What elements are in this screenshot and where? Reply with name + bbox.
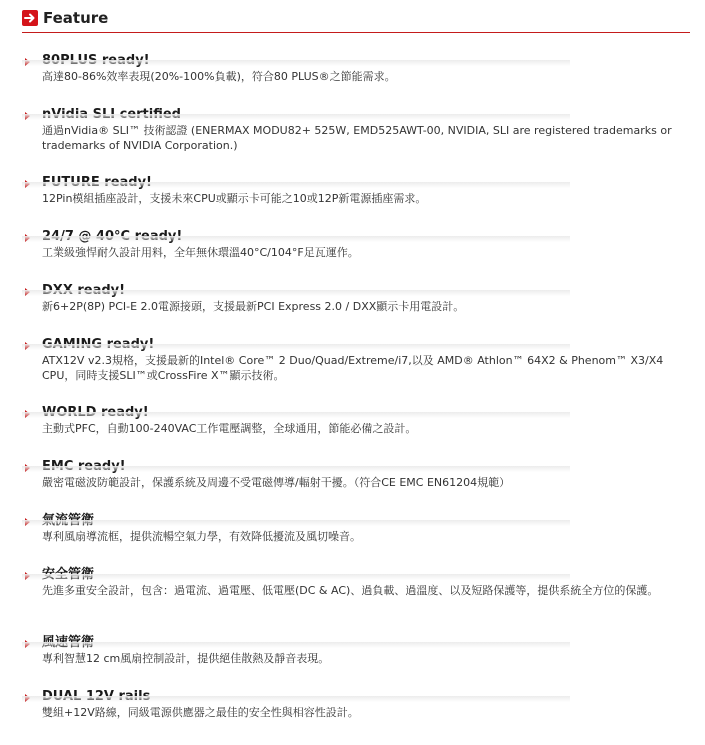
feature-description: 通過nVidia® SLI™ 技術認證 (ENERMAX MODU82+ 525W, EMD525AWT-00, NVIDIA, SLI are registered trademarks or trademarks of NVIDIA Corporation.)	[42, 124, 672, 152]
bullet-arrow-icon	[25, 58, 30, 66]
feature-title: EMC ready!	[42, 459, 126, 474]
bullet-arrow-icon	[25, 234, 30, 242]
feature-description: 先進多重安全設計，包含：過電流、過電壓、低電壓(DC & AC)、過負載、過溫度、以及短路保護等，提供系統全方位的保護。	[42, 584, 659, 597]
bullet-arrow-icon	[25, 410, 30, 418]
bullet-arrow-icon	[25, 694, 30, 702]
feature-description: 雙組+12V路線，同級電源供應器之最佳的安全性與相容性設計。	[42, 706, 359, 719]
feature-description: 12Pin模組插座設計，支援未來CPU或顯示卡可能之10或12P新電源插座需求。	[42, 192, 427, 205]
feature-description: 嚴密電磁波防範設計，保護系統及周邊不受電磁傳導/輻射干擾。（符合CE EMC EN61204規範）	[42, 476, 511, 489]
bullet-arrow-icon	[25, 180, 30, 188]
feature-description: ATX12V v2.3規格，支援最新的Intel® Core™ 2 Duo/Quad/Extreme/i7,以及 AMD® Athlon™ 64X2 & Phenom™ X3/X4 CPU，同時支援SLI™或CrossFire X™顯示技術。	[42, 354, 664, 382]
feature-description: 主動式PFC，自動100-240VAC工作電壓調整，全球通用，節能必備之設計。	[42, 422, 417, 435]
feature-description: 高達80-86%效率表現(20%-100%負載)，符合80 PLUS®之節能需求。	[42, 70, 396, 83]
feature-title: GAMING ready!	[42, 337, 155, 352]
bullet-arrow-icon	[25, 288, 30, 296]
feature-title: FUTURE ready!	[42, 175, 152, 190]
bullet-arrow-icon	[25, 572, 30, 580]
bullet-arrow-icon	[25, 112, 30, 120]
feature-header	[22, 8, 690, 33]
feature-title: DUAL 12V rails	[42, 689, 151, 704]
bullet-arrow-icon	[25, 464, 30, 472]
feature-description: 新6+2P(8P) PCI-E 2.0電源接頭，支援最新PCI Express 2.0 / DXX顯示卡用電設計。	[42, 300, 465, 313]
feature-title: 氣流管衛	[42, 513, 95, 528]
feature-title: WORLD ready!	[42, 405, 149, 420]
bullet-arrow-icon	[25, 342, 30, 350]
feature-title: DXX ready!	[42, 283, 126, 298]
feature-title: 80PLUS ready!	[42, 53, 150, 68]
feature-description: 工業級強悍耐久設計用料，全年無休環溫40°C/104°F足瓦運作。	[42, 246, 359, 259]
feature-description: 專利風扇導流框，提供流暢空氣力學，有效降低擾流及風切噪音。	[42, 530, 361, 543]
bullet-arrow-icon	[25, 518, 30, 526]
feature-title: 安全管衛	[42, 567, 95, 582]
feature-title: nVidia SLI certified	[42, 107, 181, 122]
section-title: Feature	[43, 9, 109, 27]
bullet-arrow-icon	[25, 640, 30, 648]
feature-title: 24/7 @ 40°C ready!	[42, 229, 183, 244]
arrow-right-icon	[22, 10, 38, 26]
feature-title: 風速管衛	[42, 635, 95, 650]
feature-description: 專利智慧12 cm風扇控制設計，提供絕佳散熱及靜音表現。	[42, 652, 330, 665]
